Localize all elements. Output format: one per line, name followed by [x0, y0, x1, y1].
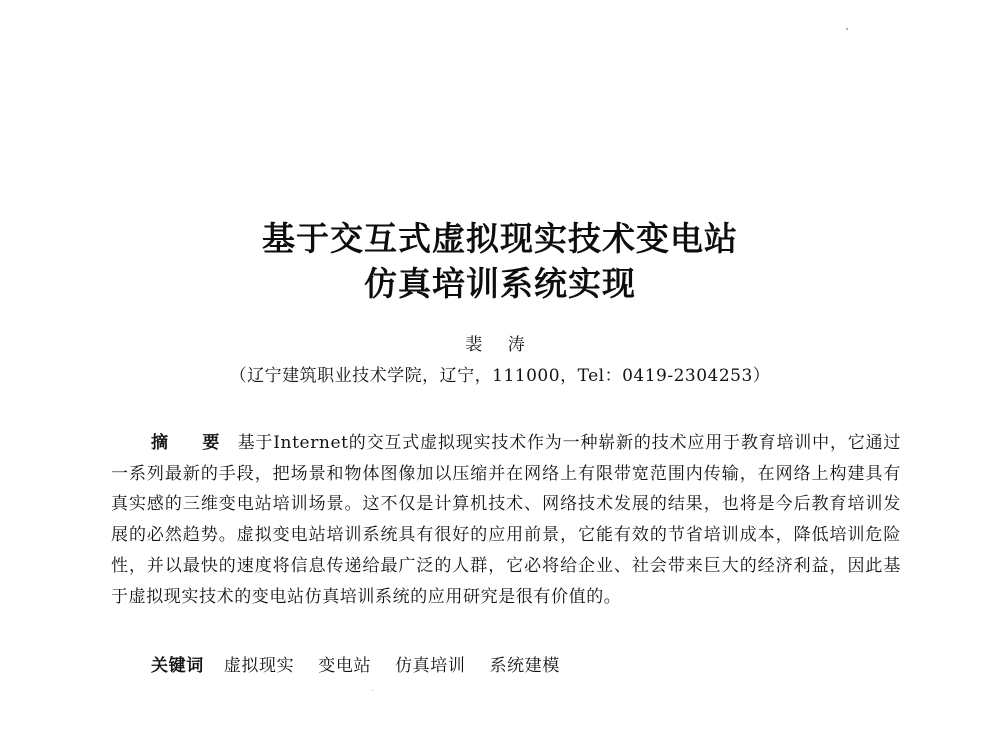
paper-title-line-2: 仿真培训系统实现	[364, 264, 636, 303]
keyword-item: 变电站	[318, 656, 372, 676]
author-name: 裴 涛	[465, 335, 535, 355]
keyword-item: 系统建模	[489, 656, 560, 676]
abstract	[111, 428, 901, 612]
scan-speck	[846, 28, 848, 30]
keyword-item: 虚拟现实	[223, 656, 295, 676]
abstract-text: 基于Internet的交互式虚拟现实技术作为一种崭新的技术应用于教育培训中，它通过一系列最新的手段，把场景和物体图像加以压缩并在网络上有限带宽范围内传输，在网络上构建具有真实感的三维变电站培训场景。这不仅是计算机技术、网络技术发展的结果，也将是今后教育培训发展的必然趋势。虚拟变电站培训系统具有很好的应用前景，它能有效的节省培训成本，降低培训危险性，并以最快的速度将信息传递给最广泛的人群，它必将给企业、社会带来巨大的经济利益，因此基于虚拟现实技术的变电站仿真培训系统的应用研究是很有价值的。	[111, 433, 902, 607]
paper-title-line-1: 基于交互式虚拟现实技术变电站	[262, 219, 738, 258]
scan-speck	[372, 690, 373, 691]
keywords-label: 关键词	[151, 656, 204, 676]
abstract-label: 摘 要	[151, 433, 234, 453]
author-affiliation: （辽宁建筑职业技术学院，辽宁，111000，Tel：0419-2304253）	[229, 366, 771, 386]
keywords	[151, 651, 578, 676]
keyword-item: 仿真培训	[395, 656, 466, 676]
